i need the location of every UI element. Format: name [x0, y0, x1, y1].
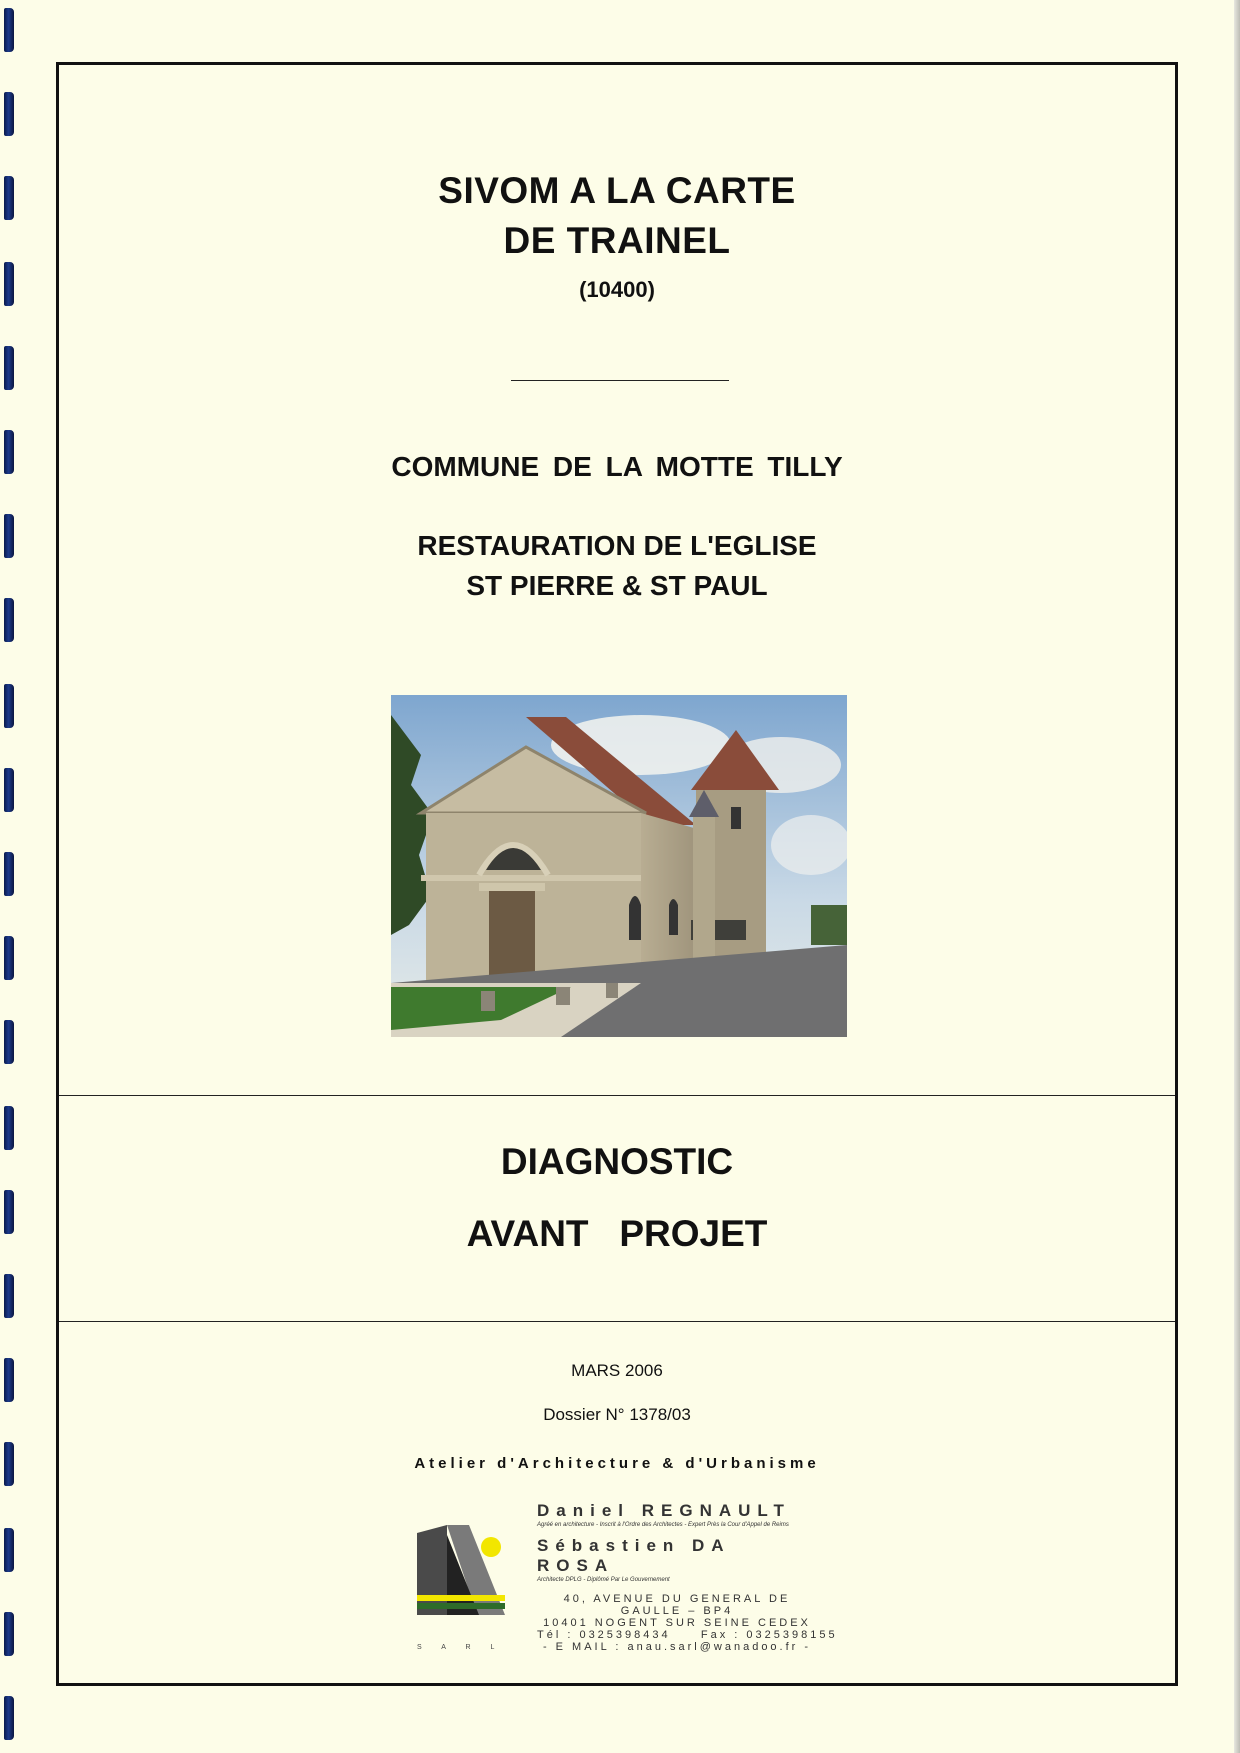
page-edge: [1234, 0, 1240, 1753]
postal-code: (10400): [579, 277, 655, 302]
subject-line-1: RESTAURATION DE L'EGLISE: [417, 530, 817, 561]
dossier-number: Dossier N° 1378/03: [543, 1405, 691, 1424]
title-line-1: SIVOM A LA CARTE: [438, 170, 796, 211]
phase-line-2: AVANT PROJET: [466, 1213, 768, 1254]
spiral-binding: [2, 0, 22, 1753]
subject-line-2: ST PIERRE & ST PAUL: [466, 570, 768, 601]
atelier-heading: Atelier d'Architecture & d'Urbanisme: [414, 1455, 820, 1472]
phase-line-1: DIAGNOSTIC: [500, 1141, 734, 1182]
firm-logo: [417, 1525, 505, 1651]
cover-frame: [56, 62, 1178, 1686]
divider-lower: [59, 1321, 1175, 1322]
address-line-1: 40, AVENUE DU GENERAL DE GAULLE – BP4: [563, 1593, 791, 1617]
firm-contact: [537, 1501, 838, 1653]
architect-2-note: Architecte DPLG - Diplômé Par Le Gouvernement: [537, 1577, 670, 1583]
church-photo: [391, 695, 847, 1037]
divider-upper: [59, 1095, 1175, 1096]
architect-1-name: Daniel REGNAULT: [537, 1501, 791, 1520]
title-line-2: DE TRAINEL: [503, 220, 731, 261]
architect-1-note: Agréé en architecture - Inscrit à l'Ordre des Architectes - Expert Près la Cour d'Appel de Reims: [537, 1522, 789, 1528]
date-label: MARS 2006: [571, 1361, 663, 1380]
architect-2-name: Sébastien DA ROSA: [537, 1536, 730, 1575]
short-rule: [511, 380, 729, 381]
logo-caption: S A R L: [417, 1644, 504, 1651]
address-line-2: 10401 NOGENT SUR SEINE CEDEX: [543, 1617, 811, 1629]
address-line-3: Tél : 0325398434 Fax : 0325398155: [537, 1629, 838, 1641]
email-line: - E MAIL : anau.sarl@wanadoo.fr -: [542, 1641, 812, 1653]
commune-title: COMMUNE DE LA MOTTE TILLY: [391, 451, 843, 482]
